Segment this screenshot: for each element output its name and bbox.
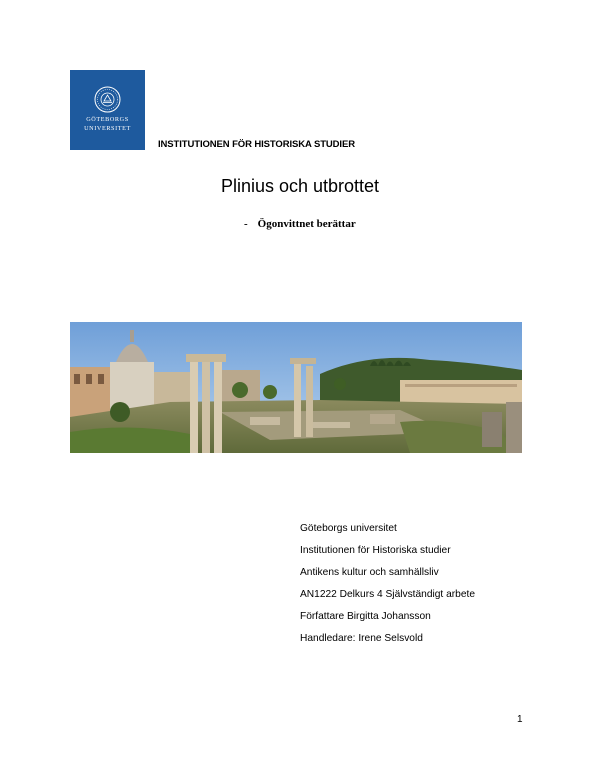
info-line-supervisor: Handledare: Irene Selsvold: [300, 633, 423, 644]
logo-line-2: UNIVERSITET: [84, 125, 131, 132]
logo-line-1: GÖTEBORGS: [86, 116, 129, 123]
forum-ruins-photo: [70, 322, 522, 453]
university-logo: [70, 70, 145, 150]
document-subtitle: [244, 218, 356, 230]
university-seal-icon: [94, 86, 121, 113]
info-line-module: AN1222 Delkurs 4 Självständigt arbete: [300, 589, 475, 600]
info-line-department: Institutionen för Historiska studier: [300, 545, 451, 556]
info-line-author: Författare Birgitta Johansson: [300, 611, 431, 622]
info-line-university: Göteborgs universitet: [300, 523, 397, 534]
page-number: 1: [517, 714, 523, 725]
document-title: Plinius och utbrottet: [220, 176, 380, 196]
department-heading: INSTITUTIONEN FÖR HISTORISKA STUDIER: [158, 139, 355, 150]
info-line-course: Antikens kultur och samhällsliv: [300, 567, 439, 578]
subtitle-dash: -: [244, 218, 248, 230]
forum-ruins-illustration: [70, 322, 522, 453]
subtitle-text: Ögonvittnet berättar: [257, 218, 356, 230]
author-info-block: [300, 518, 475, 650]
